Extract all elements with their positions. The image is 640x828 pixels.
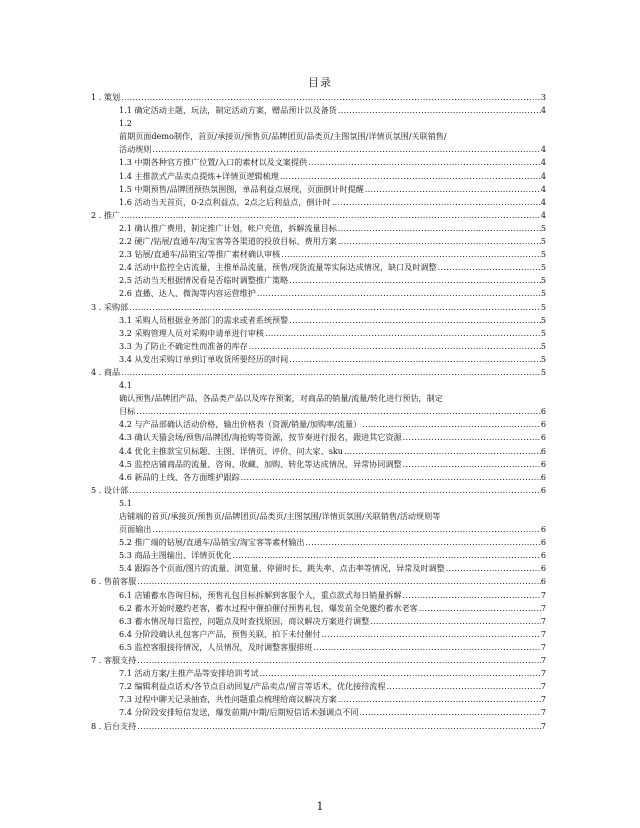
toc-entry-label: 5.4 跟踪各个页面/图片的流量、浏览量、停留时长、跳失率、点击率等情况，异常及时调整	[119, 563, 445, 574]
toc-entry-label: 3.4 从发出采购订单到订单收货所要经历的时间	[119, 353, 289, 364]
toc-entry-label: 3 . 采购部	[91, 301, 129, 312]
toc-entry-label: 5.2 推广端的钻展/直通车/品销宝/淘宝客等素材输出	[119, 537, 305, 548]
toc-leader-dots	[259, 667, 541, 680]
toc-page-number: 5	[540, 327, 546, 338]
toc-subsection-entry[interactable]	[91, 693, 546, 706]
toc-subsection-entry[interactable]	[91, 196, 546, 209]
toc-subsection-entry[interactable]	[91, 458, 546, 471]
toc-leader-dots	[313, 641, 541, 654]
toc-page-number: 6	[540, 524, 546, 535]
toc-leader-dots	[279, 170, 541, 183]
toc-subsection-entry[interactable]	[91, 602, 546, 615]
toc-entry-label: 4.6 新品的上线、各方面维护跟踪	[119, 471, 240, 482]
toc-entry-number: 1.2	[119, 118, 132, 129]
toc-page-number: 7	[540, 707, 546, 718]
toc-leader-dots	[288, 314, 541, 327]
toc-leader-dots	[321, 628, 541, 641]
toc-entry-label: 4.4 优化主推款宝贝标题、主图、详情页、评价、问大家、sku	[119, 445, 343, 456]
toc-section-entry[interactable]	[91, 484, 546, 497]
toc-leader-dots	[240, 471, 541, 484]
toc-page-number: 7	[540, 589, 546, 600]
toc-page-number: 6	[540, 550, 546, 561]
toc-subsection-entry[interactable]	[91, 222, 546, 235]
toc-section-entry[interactable]	[91, 720, 546, 733]
toc-entry-label: 2.3 钻展/直通车/品销宝/等推广素材确认审核	[119, 249, 281, 260]
toc-entry-label: 前期页面demo制作，首页/承接页/预售页/品牌团页/品类页/主图氛围/详情页氛围/关联销售/	[119, 131, 447, 142]
toc-leader-dots	[264, 327, 541, 340]
toc-leader-dots	[337, 222, 541, 235]
toc-subsection-entry[interactable]	[91, 641, 546, 654]
toc-subsection-entry[interactable]	[91, 117, 546, 156]
toc-page-number: 6	[540, 471, 546, 482]
toc-page-number: 6	[540, 432, 546, 443]
toc-entry-label: 1 . 策划	[91, 92, 121, 102]
toc-entry-label: 4 . 商品	[91, 366, 121, 377]
toc-subsection-entry[interactable]	[91, 261, 546, 274]
toc-page-number: 5	[540, 314, 546, 325]
toc-page-number: 7	[540, 641, 546, 652]
toc-subsection-entry[interactable]	[91, 183, 546, 196]
toc-subsection-entry[interactable]	[91, 628, 546, 641]
toc-subsection-entry[interactable]	[91, 680, 546, 693]
toc-subsection-entry[interactable]	[91, 589, 546, 602]
toc-subsection-entry[interactable]	[91, 431, 546, 444]
toc-section-entry[interactable]	[91, 575, 546, 588]
toc-subsection-entry[interactable]	[91, 418, 546, 431]
toc-leader-dots	[437, 261, 541, 274]
toc-leader-dots	[288, 353, 541, 366]
toc-page-number: 5	[540, 222, 546, 233]
toc-entry-label: 5.3 商品主图输出、详情页优化	[119, 550, 232, 561]
toc-page-number: 7	[540, 694, 546, 705]
toc-entry-label: 7 . 客服支持	[91, 655, 137, 666]
toc-entry-label: 6.4 分阶段确认礼包客户产品，预售关联，拍下未付催付	[119, 628, 321, 639]
toc-subsection-entry[interactable]	[91, 353, 546, 366]
toc-entry-label: 3.1 采购人员根据业务部门的需求或者系统预警	[119, 314, 289, 325]
toc-entry-label: 7.3 过程中聊天记录抽查，共性问题重点梳理给商议解决方案	[119, 694, 337, 705]
toc-entry-label: 6.2 蓄水开始时邀约老客，蓄水过程中催拍催付预售礼包，爆发前全免邀约蓄水老客	[119, 602, 418, 613]
toc-entry-label: 5 . 设计部	[91, 484, 129, 495]
toc-leader-dots	[128, 301, 541, 314]
toc-subsection-entry[interactable]	[91, 615, 546, 628]
toc-subsection-entry[interactable]	[91, 471, 546, 484]
toc-page-number: 6	[540, 563, 546, 574]
toc-subsection-entry[interactable]	[91, 104, 546, 117]
toc-section-entry[interactable]	[91, 366, 546, 379]
toc-entry-label: 2.1 确认推广费用，制定推广计划，帐户充值，拆解流量目标	[119, 222, 337, 233]
toc-subsection-entry[interactable]	[91, 235, 546, 248]
toc-page-number: 5	[540, 301, 546, 312]
toc-subsection-entry[interactable]	[91, 379, 546, 418]
toc-entry-label: 6.1 店铺蓄水咨询目标，预售礼包目标拆解到客服个人，重点款式每日销量拆解	[119, 589, 402, 600]
toc-page-number: 7	[540, 668, 546, 679]
toc-page-number: 7	[540, 720, 546, 731]
toc-entry-label-continued: 活动规则	[119, 144, 152, 155]
toc-entry-label: 6.3 蓄水情况每日监控，问题点及时查找原因，商议解决方案进行调整	[119, 615, 370, 626]
toc-leader-dots	[288, 274, 541, 287]
toc-subsection-entry[interactable]	[91, 314, 546, 327]
toc-subsection-entry[interactable]	[91, 497, 546, 536]
toc-page-number: 5	[540, 236, 546, 247]
toc-page-number: 5	[540, 249, 546, 260]
toc-page-number: 6	[540, 406, 546, 417]
toc-page-number: 5	[540, 366, 546, 377]
toc-leader-dots	[136, 720, 541, 733]
toc-entry-label: 2.5 活动当天根据情况看是否临时调整推广策略	[119, 275, 289, 286]
toc-entry-label: 4.5 监控店铺商品的流量、咨询、收藏、加购、转化等达成情况，异常协同调整	[119, 458, 402, 469]
toc-page-number: 7	[540, 615, 546, 626]
page-number: 1	[316, 800, 324, 813]
toc-entry-label: 6.5 监控客服接待情况，人员情况，及时调整客服排班	[119, 641, 313, 652]
toc-entry-label: 4.3 确认天猫会场/预售/品牌团/淘抢购等资源，按节奏进行报名，跟进其它资源	[119, 432, 402, 443]
toc-entry-label: 7.2 编辑利益点话术/各节点自动回复/产品卖点/留言等话术，优化接待流程	[119, 681, 386, 692]
toc-entry-label: 1.5 中期预售/品牌团预热氛围图，单品利益点展现，页面倒计时提醒	[119, 183, 364, 194]
toc-leader-dots	[343, 445, 541, 458]
toc-subsection-entry[interactable]	[91, 327, 546, 340]
toc-leader-dots	[402, 431, 541, 444]
toc-page-number: 7	[540, 602, 546, 613]
toc-page-number: 5	[540, 262, 546, 273]
toc-leader-dots	[402, 458, 541, 471]
toc-subsection-entry[interactable]	[91, 445, 546, 458]
toc-entry-label: 确认预售/品牌团产品，各品类产品以及库存预案，对商品的销量/流量/转化进行预估，制定	[119, 393, 443, 404]
toc-page-number: 3	[540, 92, 546, 102]
toc-leader-dots	[364, 183, 541, 196]
toc-leader-dots	[307, 156, 541, 169]
toc-leader-dots	[232, 549, 541, 562]
toc-page-number: 7	[540, 628, 546, 639]
toc-entry-label-continued: 目标	[119, 406, 136, 417]
toc-leader-dots	[136, 654, 541, 667]
toc-entry-label: 7.1 活动方案/主推产品等安排培训考试	[119, 668, 259, 679]
toc-page-number: 6	[540, 537, 546, 548]
toc-subsection-entry[interactable]	[91, 562, 546, 575]
toc-entry-label: 1.3 中期各种官方推广位置/入口的素材以及文案提供	[119, 157, 308, 168]
toc-leader-dots	[331, 196, 541, 209]
toc-page-number: 5	[540, 340, 546, 351]
toc-leader-dots	[385, 680, 540, 693]
toc-subsection-entry[interactable]	[91, 156, 546, 169]
toc-subsection-entry[interactable]	[91, 248, 546, 261]
toc-title: 目录	[308, 76, 332, 89]
toc-subsection-entry[interactable]	[91, 287, 546, 300]
toc-section-entry[interactable]	[91, 209, 546, 222]
toc-page-number: 6	[540, 445, 546, 456]
toc-leader-dots	[337, 235, 541, 248]
toc-entry-label: 7.4 分阶段安排短信发送，爆发前期/中期/后期短信话术强调点不同	[119, 707, 359, 718]
toc-entry-label: 1.6 活动当天首页，0-2点利益点，2点之后利益点，倒计时	[119, 196, 331, 207]
toc-leader-dots	[151, 143, 540, 156]
toc-leader-dots	[280, 248, 541, 261]
toc-entry-label: 4.2 与产品部确认活动价格，输出价格表（资源/销量/加购率/流量）	[119, 419, 362, 430]
toc-leader-dots	[248, 340, 541, 353]
toc-page-number: 6	[540, 576, 546, 587]
toc-entry-label: 2.6 直播、达人、微淘等内容运营维护	[119, 288, 256, 299]
toc-leader-dots	[361, 418, 541, 431]
toc-page-number: 7	[540, 681, 546, 692]
toc-leader-dots	[445, 562, 541, 575]
toc-entry-number: 4.1	[119, 380, 132, 391]
toc-leader-dots	[337, 693, 541, 706]
toc-entry-label: 6 . 售前客服	[91, 576, 137, 587]
toc-leader-dots	[120, 209, 541, 222]
toc-subsection-entry[interactable]	[91, 274, 546, 287]
toc-subsection-entry[interactable]	[91, 536, 546, 549]
toc-subsection-entry[interactable]	[91, 667, 546, 680]
toc-leader-dots	[337, 104, 541, 117]
toc-section-entry[interactable]	[91, 91, 546, 104]
toc-page-number: 5	[540, 353, 546, 364]
toc-page-number: 4	[540, 105, 546, 116]
toc-page-number: 4	[540, 170, 546, 181]
toc-leader-dots	[358, 706, 540, 719]
toc-leader-dots	[402, 589, 541, 602]
toc-page-number: 6	[540, 419, 546, 430]
toc-page-number: 4	[540, 209, 546, 220]
toc-entry-label: 1.1 确定活动主题，玩法，制定活动方案，赠品预计以及备货	[119, 105, 337, 116]
toc-subsection-entry[interactable]	[91, 706, 546, 719]
toc-subsection-entry[interactable]	[91, 170, 546, 183]
toc-subsection-entry[interactable]	[91, 340, 546, 353]
toc-leader-dots	[135, 405, 541, 418]
toc-page-number: 6	[540, 484, 546, 495]
toc-entry-label: 2.4 活动中监控全店流量，主推单品流量，预售/现货流量等实际达成情况，缺口及时调整	[119, 262, 437, 273]
toc-section-entry[interactable]	[91, 301, 546, 314]
toc-entry-label: 8 . 后台支持	[91, 720, 137, 731]
toc-leader-dots	[418, 602, 541, 615]
toc-leader-dots	[256, 287, 541, 300]
toc-leader-dots	[151, 523, 540, 536]
toc-entry-label: 2.2 硬广/钻展/直通车/淘宝客等各渠道的投放目标、费用方案	[119, 236, 337, 247]
toc-page-number: 7	[540, 655, 546, 666]
toc-leader-dots	[136, 575, 541, 588]
toc-entry-label: 3.3 为了防止不确定性而准备的库存	[119, 340, 248, 351]
toc-entry-label: 3.2 采购管理人员对采购申请单进行审核	[119, 327, 264, 338]
toc-page-number: 4	[540, 157, 546, 168]
toc-entry-label: 店铺端的首页/承接页/预售页/品牌团页/品类页/主图氛围/详情页氛围/关联销售/活动规则等	[119, 511, 441, 521]
toc-leader-dots	[128, 484, 541, 497]
toc-entry-number: 5.1	[119, 497, 132, 508]
toc-page-number: 4	[540, 144, 546, 155]
toc-section-entry[interactable]	[91, 654, 546, 667]
toc-entry-label: 2 . 推广	[91, 209, 121, 220]
toc-page-number: 4	[540, 183, 546, 194]
toc-leader-dots	[305, 536, 541, 549]
toc-leader-dots	[369, 615, 541, 628]
toc-entry-label: 1.4 主推款式产品卖点提炼+详情页逻辑梳理	[119, 170, 279, 181]
toc-entry-label-continued: 页面输出	[119, 524, 152, 535]
toc-leader-dots	[120, 366, 541, 379]
toc-page-number: 5	[540, 275, 546, 286]
toc-leader-dots	[120, 91, 541, 104]
toc-subsection-entry[interactable]	[91, 549, 546, 562]
table-of-contents	[91, 91, 546, 733]
toc-page-number: 6	[540, 458, 546, 469]
toc-page-number: 5	[540, 288, 546, 299]
toc-page-number: 4	[540, 196, 546, 207]
